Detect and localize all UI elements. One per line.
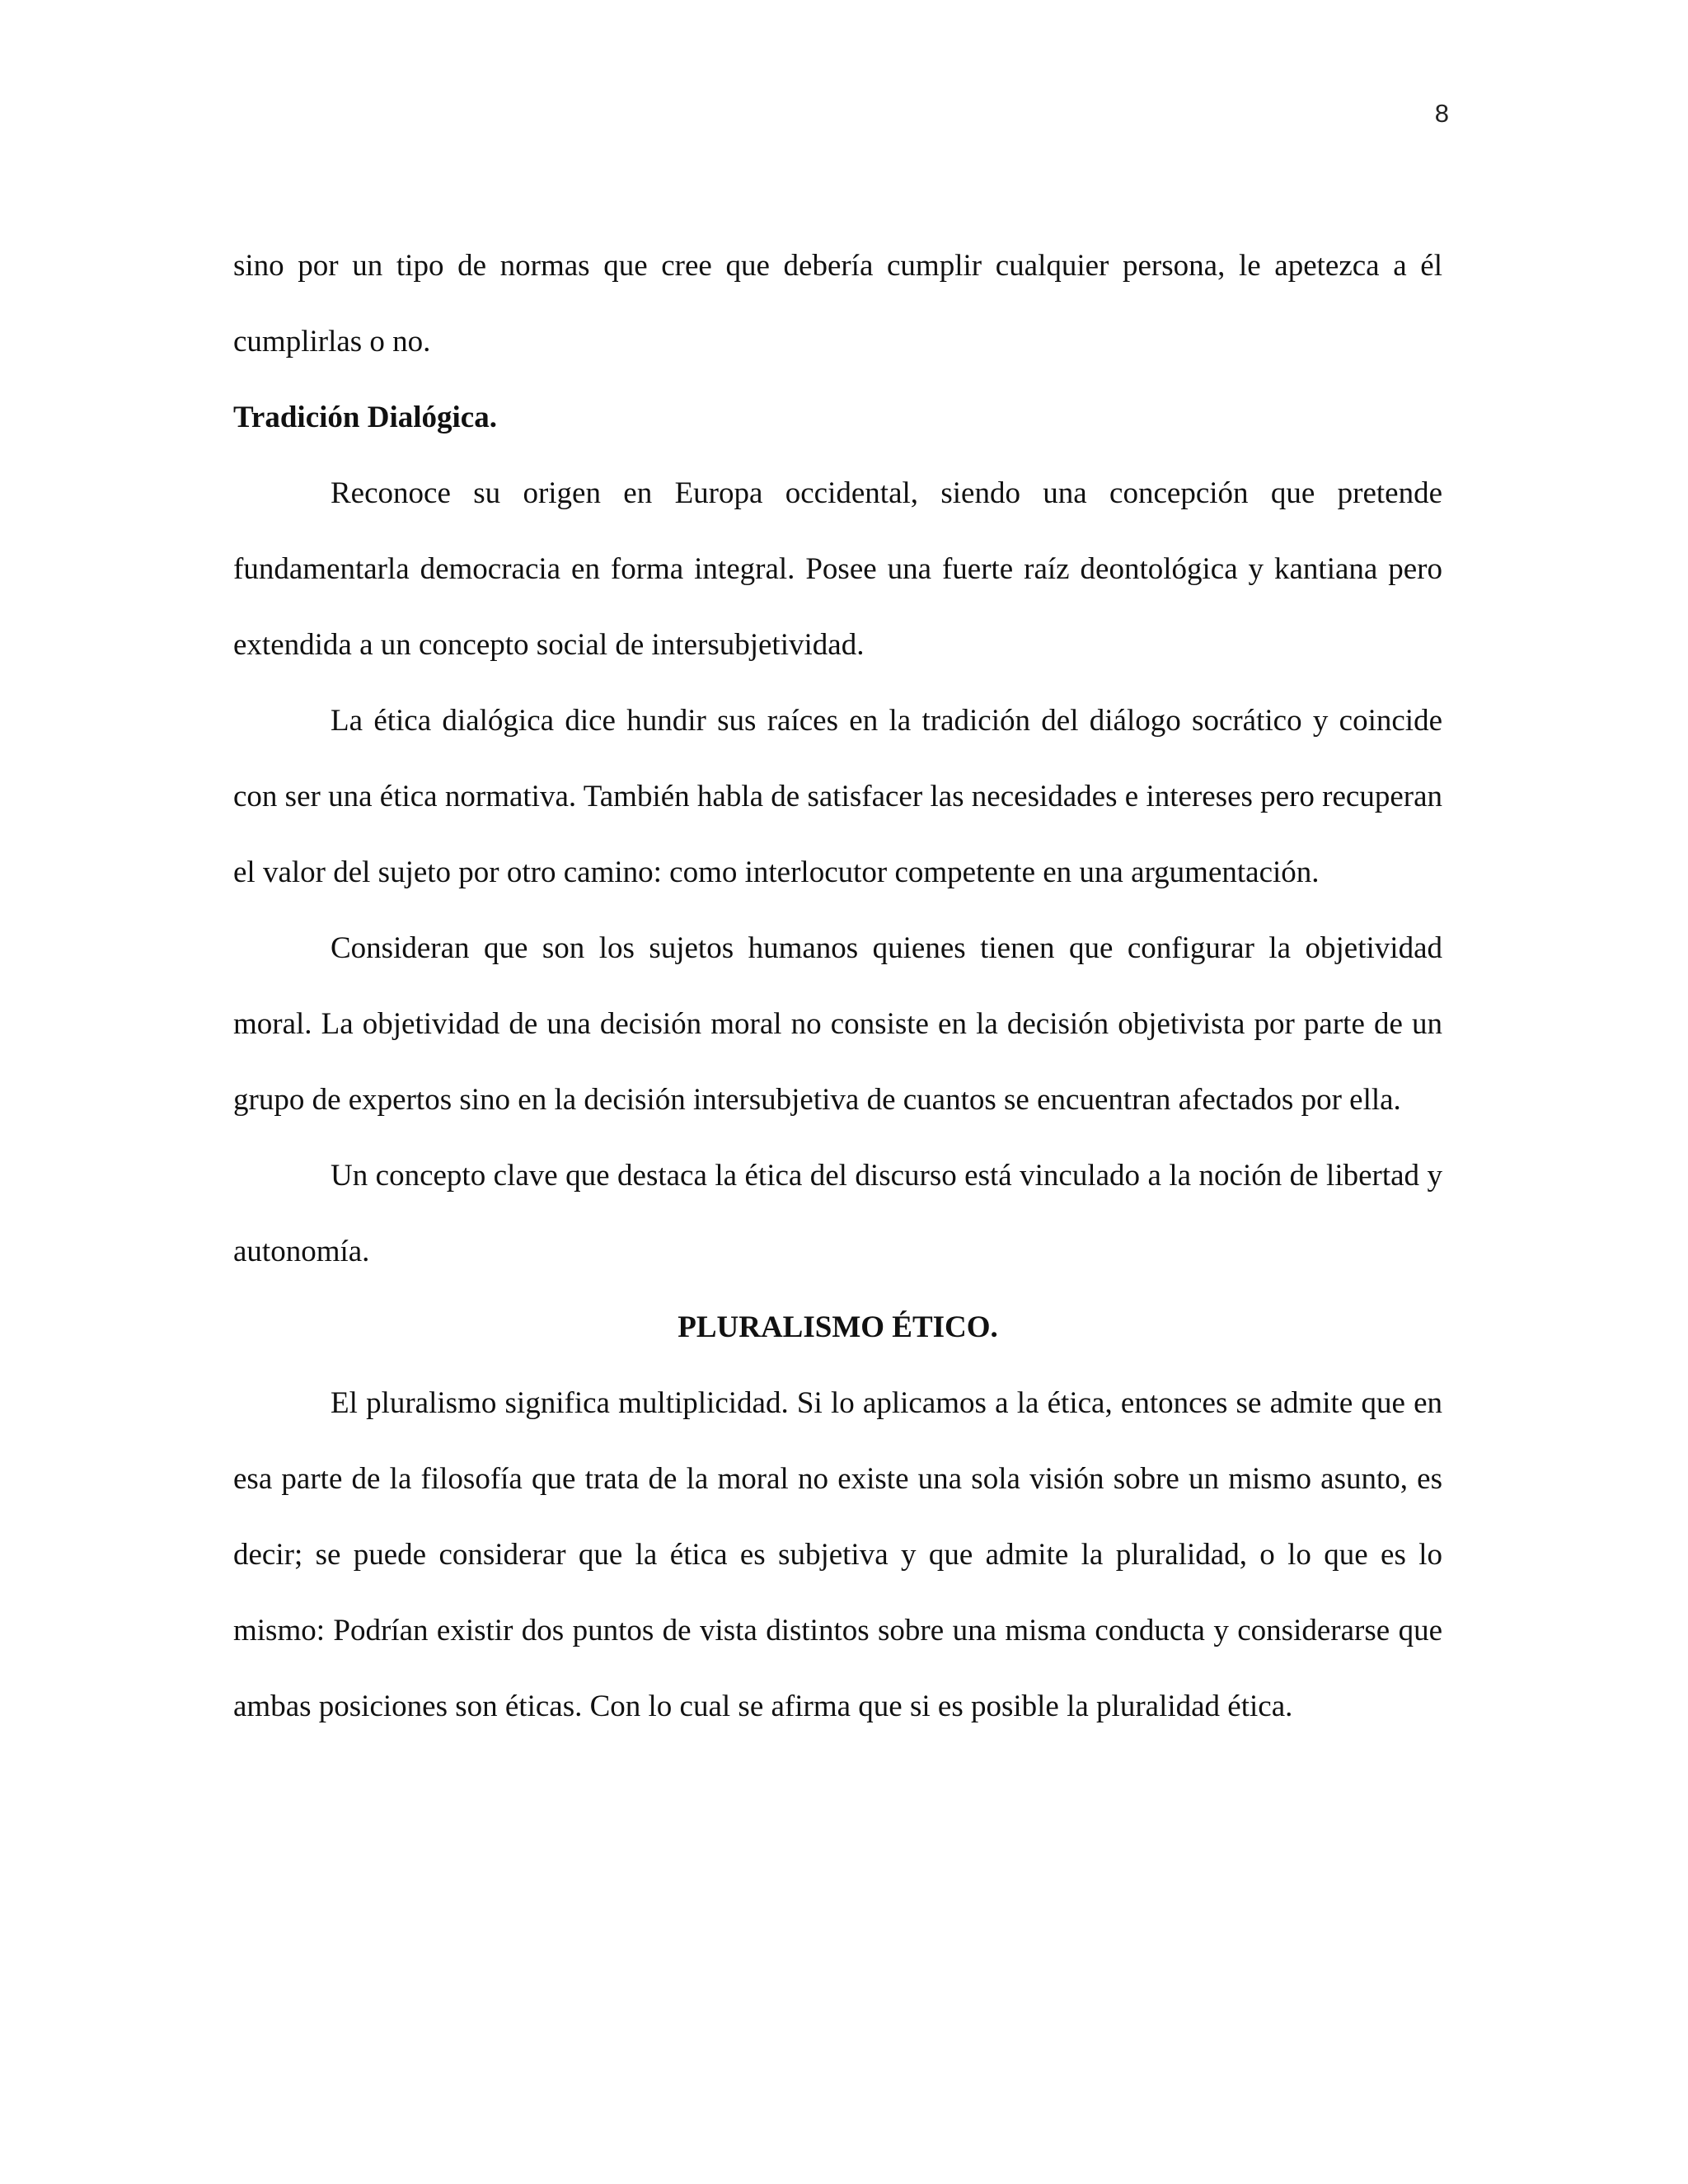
paragraph-continuation: sino por un tipo de normas que cree que debería cumplir cualquier persona, le apetezca a él cumplirlas o no. [233,249,1442,359]
paragraph-etica-dialogica: La ética dialógica dice hundir sus raíces en la tradición del diálogo socrático y coincide con ser una ética normativa. También habla de satisfacer las necesidades e intereses pero recuperan el valor del sujeto por otro camino: como interlocutor competente en una argumentación. [233,704,1442,889]
subheading-tradicion-dialogica: Tradición Dialógica. [233,401,497,434]
paragraph-concepto-clave: Un concepto clave que destaca la ética del discurso está vinculado a la noción de libertad y autonomía. [233,1159,1442,1268]
document-body [233,228,1442,1745]
page-number: 8 [1434,99,1449,128]
paragraph-objetividad-moral: Consideran que son los sujetos humanos quienes tienen que configurar la objetividad moral. La objetividad de una decisión moral no consiste en la decisión objetivista por parte de un grupo de expertos sino en la decisión intersubjetiva de cuantos se encuentran afectados por ella. [233,931,1442,1117]
section-heading-pluralismo-etico: PLURALISMO ÉTICO. [678,1310,998,1344]
paragraph-pluralismo: El pluralismo significa multiplicidad. Si lo aplicamos a la ética, entonces se admite que en esa parte de la filosofía que trata de la moral no existe una sola visión sobre un mismo asunto, es decir; se puede considerar que la ética es subjetiva y que admite la pluralidad, o lo que es lo mismo: Podrían existir dos puntos de vista distintos sobre una misma conducta y considerarse que ambas posiciones son éticas. Con lo cual se afirma que si es posible la pluralidad ética. [233,1386,1442,1723]
paragraph-origen: Reconoce su origen en Europa occidental, siendo una concepción que pretende fundamentarla democracia en forma integral. Posee una fuerte raíz deontológica y kantiana pero extendida a un concepto social de intersubjetividad. [233,476,1442,662]
